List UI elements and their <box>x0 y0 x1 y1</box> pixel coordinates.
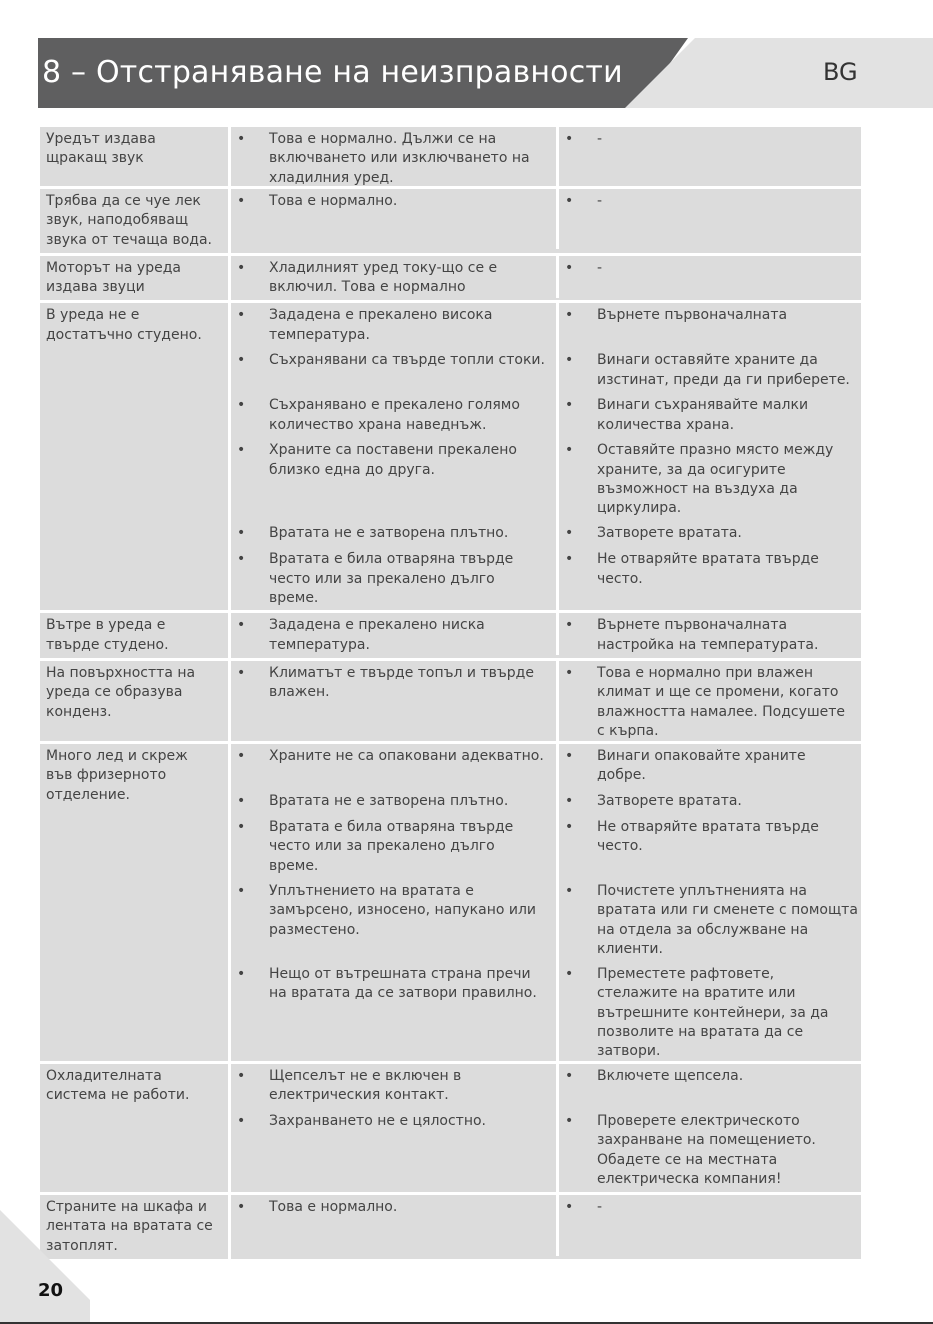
cause-cell: • Зададена е прекалено висока температура. <box>231 303 559 348</box>
solution-cell: • Винаги съхранявайте малки количества храна. <box>559 393 861 438</box>
cause-cell: • Това е нормално. <box>231 189 559 249</box>
table-row <box>40 1064 861 1192</box>
problem-cell: Вътре в уреда е твърде студено. <box>46 617 169 653</box>
cause-cell: • Съхранявани са твърде топли стоки. <box>231 348 559 393</box>
problem-cell: Много лед и скреж във фризерното отделение. <box>46 748 188 803</box>
table-row <box>40 613 861 658</box>
language-code: BG <box>823 58 858 86</box>
problem-cell: Трябва да се чуе лек звук, наподобяващ звука от течаща вода. <box>46 193 212 248</box>
solution-cell: • Оставяйте празно място между храните, за да осигурите възможност на въздуха да циркулира. <box>559 438 861 521</box>
solution-cell: • Не отваряйте вратата твърде често. <box>559 547 861 610</box>
cause-cell: • Вратата е била отваряна твърде често или за прекалено дълго време. <box>231 547 559 610</box>
solution-cell: • Преместете рафтовете, стелажите на вратите или вътрешните контейнери, за да позволите на вратата да се затвори. <box>559 962 861 1061</box>
solution-cell: • - <box>559 256 861 298</box>
cause-cell: • Захранването не е цялостно. <box>231 1109 559 1192</box>
page-number: 20 <box>38 1280 64 1301</box>
solution-cell: • - <box>559 189 861 249</box>
cause-cell: • Храните са поставени прекалено близко една до друга. <box>231 438 559 521</box>
solution-cell: • - <box>559 1195 861 1256</box>
table-row <box>40 744 861 1061</box>
solution-cell: • Затворете вратата. <box>559 789 861 815</box>
solution-cell: • - <box>559 127 861 186</box>
problem-cell: Страните на шкафа и лентата на вратата се затоплят. <box>46 1199 213 1254</box>
solution-cell: • Винаги опаковайте храните добре. <box>559 744 861 789</box>
solution-cell: • Върнете първоначалната <box>559 303 861 348</box>
cause-cell: • Вратата е била отваряна твърде често или за прекалено дълго време. <box>231 815 559 879</box>
cause-cell: • Това е нормално. <box>231 1195 559 1256</box>
solution-cell: • Не отваряйте вратата твърде често. <box>559 815 861 879</box>
troubleshooting-table <box>40 127 861 1259</box>
solution-cell: • Включете щепсела. <box>559 1064 861 1109</box>
problem-cell: Охладителната система не работи. <box>46 1068 190 1104</box>
problem-cell: Моторът на уреда издава звуци <box>46 259 181 296</box>
solution-cell: • Проверете електрическото захранване на помещението. Обадете се на местната електрическа компания! <box>559 1109 861 1192</box>
solution-cell: • Почистете уплътненията на вратата или ги сменете с помощта на отдела за обслужване на клиенти. <box>559 879 861 962</box>
header-tab <box>625 38 933 108</box>
cause-cell: • Зададена е прекалено ниска температура. <box>231 613 559 655</box>
cause-cell: • Климатът е твърде топъл и твърде влажен. <box>231 661 559 741</box>
cause-cell: • Уплътнението на вратата е замърсено, износено, напукано или разместено. <box>231 879 559 962</box>
page-title: 8 – Отстраняване на неизправности <box>42 55 623 90</box>
cause-cell: • Храните не са опаковани адекватно. <box>231 744 559 789</box>
problem-cell: Уредът издава щракащ звук <box>46 131 156 167</box>
solution-cell: • Това е нормално при влажен климат и ще се промени, когато влажността намалее. Подсушете с кърпа. <box>559 661 861 741</box>
table-row <box>40 1195 861 1259</box>
cause-cell: • Хладилният уред току-що се е включил. Това е нормално <box>231 256 559 298</box>
table-row <box>40 127 861 186</box>
solution-cell: • Върнете първоначалната настройка на температурата. <box>559 613 861 655</box>
cause-cell: • Съхранявано е прекалено голямо количество храна наведнъж. <box>231 393 559 438</box>
problem-cell: На повърхността на уреда се образува конденз. <box>46 665 196 720</box>
cause-cell: • Това е нормално. Дължи се на включването или изключването на хладилния уред. <box>231 127 559 186</box>
solution-cell: • Винаги оставяйте храните да изстинат, преди да ги приберете. <box>559 348 861 393</box>
solution-cell: • Затворете вратата. <box>559 521 861 547</box>
problem-cell: В уреда не е достатъчно студено. <box>46 307 202 343</box>
cause-cell: • Вратата не е затворена плътно. <box>231 521 559 547</box>
cause-cell: • Вратата не е затворена плътно. <box>231 789 559 815</box>
table-row <box>40 303 861 610</box>
corner-decoration <box>0 1200 90 1324</box>
table-row <box>40 189 861 253</box>
table-row <box>40 661 861 741</box>
table-row <box>40 256 861 301</box>
cause-cell: • Щепселът не е включен в електрическия контакт. <box>231 1064 559 1109</box>
cause-cell: • Нещо от вътрешната страна пречи на вратата да се затвори правилно. <box>231 962 559 1061</box>
